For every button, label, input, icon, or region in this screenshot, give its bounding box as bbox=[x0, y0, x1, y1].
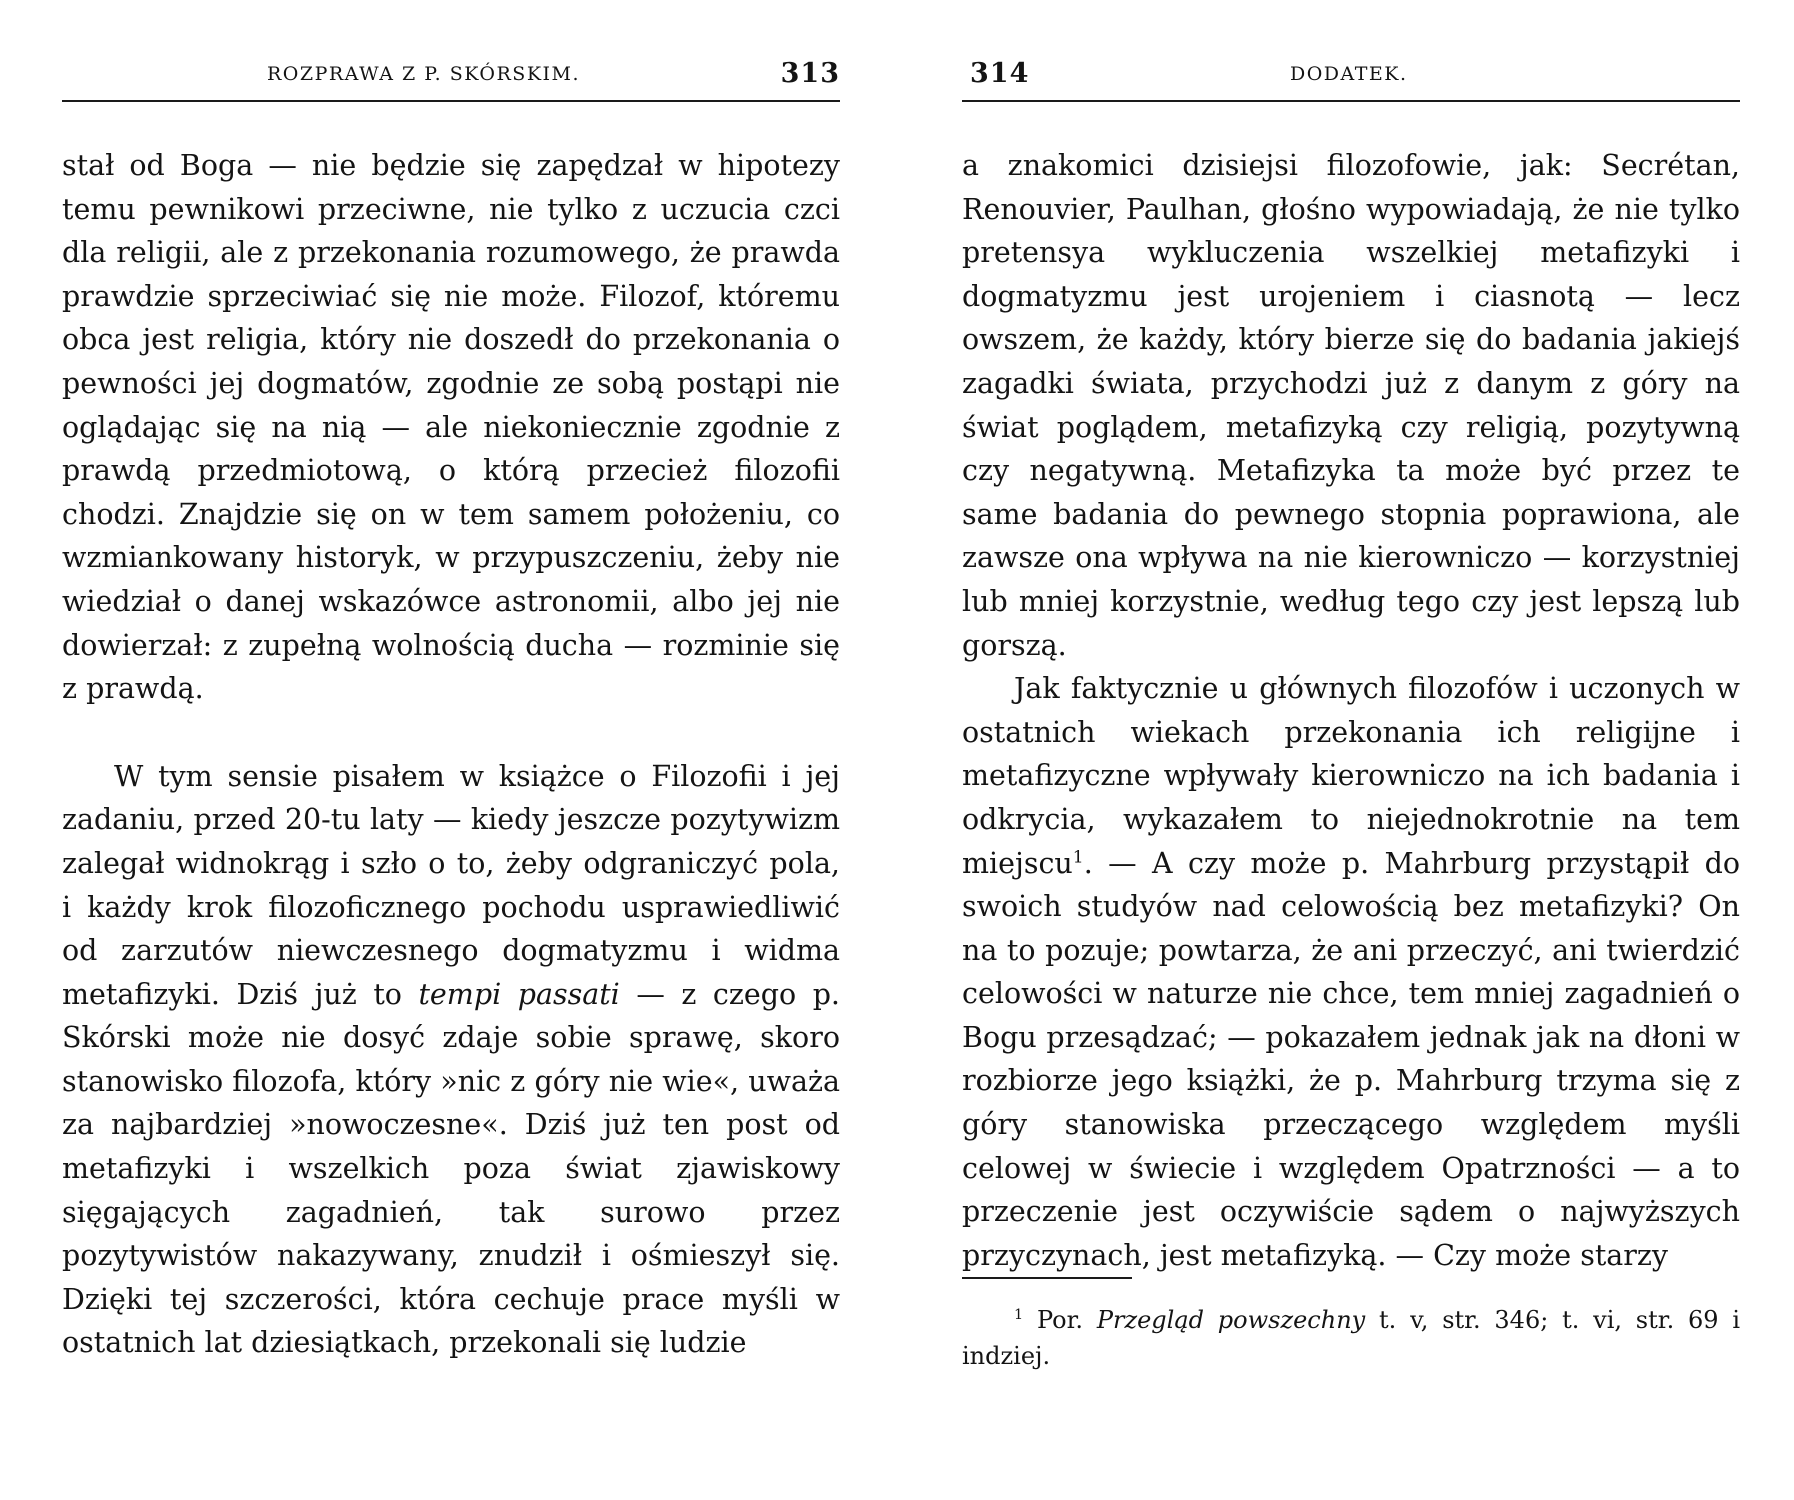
text-run: t. v, str. 346; t. vi, str. 69 i indziej. bbox=[962, 1306, 1741, 1370]
italic-phrase: tempi passati bbox=[418, 977, 620, 1011]
page-number: 313 bbox=[780, 58, 840, 89]
left-page bbox=[62, 0, 840, 1500]
text-run: Por. bbox=[1023, 1306, 1097, 1334]
text-run: . — A czy może p. Mahrburg przystąpił do swoich studyów nad celowością bez metafizyki? On na to pozuje; powtarza, że ani przeczyć, ani twierdzić celowości w naturze nie chce, tem mniej zagadnień o Bogu przesądzać; — pokazałem jednak jak na dłoni w rozbiorze jego książki, że p. Mahrburg trzyma się z góry stanowiska przeczącego względem myśli celowej w świecie i względem Opatrzności — a to przeczenie jest oczywiście sądem o najwyższych przyczynach, jest metafizyką. — Czy może starzy bbox=[962, 846, 1740, 1272]
running-title: ROZPRAWA Z P. SKÓRSKIM. bbox=[267, 63, 581, 85]
header-rule bbox=[962, 100, 1740, 102]
footnote-reference: 1 bbox=[1072, 847, 1084, 867]
running-title: DODATEK. bbox=[1290, 63, 1408, 85]
body-text bbox=[62, 144, 840, 1365]
page-header bbox=[62, 58, 840, 94]
footnote bbox=[962, 1302, 1740, 1374]
page-number: 314 bbox=[970, 58, 1030, 89]
paragraph: a znakomici dzisiejsi filozofowie, jak: Secrétan, Renouvier, Paulhan, głośno wypowiadają, że nie tylko pretensya wykluczenia wszelkiej metafizyki i dogmatyzmu jest urojeniem i ciasnotą — lecz owszem, że każdy, który bierze się do badania jakiejś zagadki świata, przychodzi już z danym z góry na świat poglądem, metafizyką czy religią, pozytywną czy negatywną. Metafizyka ta może być przez te same badania do pewnego stopnia poprawiona, ale zawsze ona wpływa na nie kierowniczo — korzystniej lub mniej korzystnie, według tego czy jest lepszą lub gorszą. bbox=[962, 149, 1740, 662]
text-run: Jak faktycznie u głównych filozofów i uczonych w ostatnich wiekach przekonania ich religijne i metafizyczne wpływały kierowniczo na ich badania i odkrycia, wykazałem to niejednokrotnie na tem miejscu bbox=[962, 672, 1740, 880]
header-rule bbox=[62, 100, 840, 102]
page-header bbox=[962, 58, 1740, 94]
paragraph bbox=[962, 667, 1740, 1277]
body-text bbox=[962, 144, 1740, 1277]
right-page bbox=[962, 0, 1740, 1500]
text-run: — z czego p. Skórski może nie dosyć zdaje sobie sprawę, skoro stanowisko filozofa, który »nic z góry nie wie«, uważa za najbardziej »nowoczesne«. Dziś już ten post od metafizyki i wszelkich poza świat zjawiskowy sięgających zagadnień, tak surowo przez pozytywistów nakazywany, znudził i ośmieszył się. Dzięki tej szczerości, która cechuje prace myśli w ostatnich lat dziesiątkach, przekonali się ludzie bbox=[62, 977, 840, 1360]
footnote-mark: 1 bbox=[1014, 1307, 1024, 1323]
footnote-rule bbox=[962, 1277, 1132, 1279]
paragraph: stał od Boga — nie będzie się zapędzał w hipotezy temu pewnikowi przeciwne, nie tylko z uczucia czci dla religii, ale z przekonania rozumowego, że prawda prawdzie sprzeciwiać się nie może. Filozof, któremu obca jest religia, który nie doszedł do przekonania o pewności jej dogmatów, zgodnie ze sobą postąpi nie oglądając się na nią — ale niekoniecznie zgodnie z prawdą przedmiotową, o którą przecież filozofii chodzi. Znajdzie się on w tem samem położeniu, co wzmiankowany historyk, w przypuszczeniu, żeby nie wiedział o danej wskazówce astronomii, albo jej nie dowierzał: z zupełną wolnością ducha — rozminie się z prawdą. bbox=[62, 149, 840, 706]
paragraph bbox=[62, 755, 840, 1365]
text-run: W tym sensie pisałem w książce o Filozofii i jej zadaniu, przed 20-tu laty — kiedy jeszcze pozytywizm zalegał widnokrąg i szło o to, żeby odgraniczyć pola, i każdy krok filozoficznego pochodu usprawiedliwić od zarzutów niewczesnego dogmatyzmu i widma metafizyki. Dziś już to bbox=[62, 759, 840, 1011]
journal-title: Przegląd powszechny bbox=[1096, 1306, 1366, 1334]
